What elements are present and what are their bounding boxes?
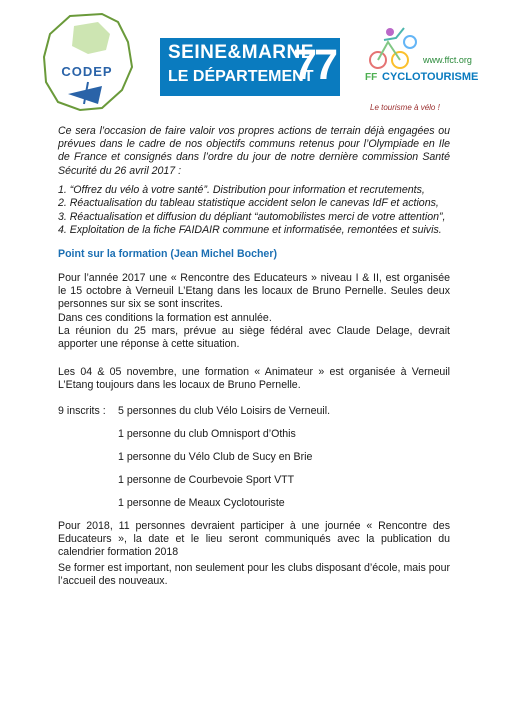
ffct-tagline: Le tourisme à vélo ! (370, 103, 440, 112)
seine-et-marne-logo (160, 38, 340, 96)
action-item: 3. Réactualisation et diffusion du dépliant “automobilistes merci de votre attention”, (58, 211, 446, 223)
intro-paragraph: Ce sera l’occasion de faire valoir vos propres actions de terrain déjà engagées ou prévues dans le cadre de nos objectifs communs retenus pour l’Olympiade en Ile de France et consignés dans l’ordre du jour de notre dernière commission Santé Sécurité du 26 avril 2017 : (58, 125, 450, 177)
ffct-url: www.ffct.org (423, 55, 472, 65)
logo-number: 77 (293, 41, 335, 89)
action-item: 1. “Offrez du vélo à votre santé”. Distribution pour information et recrutements, (58, 184, 425, 196)
paragraph-reunion: La réunion du 25 mars, prévue au siège fédéral avec Claude Delage, devrait apporter une réponse à cette situation. (58, 325, 450, 351)
ffct-logo (360, 20, 480, 115)
paragraph-animateur: Les 04 & 05 novembre, une formation « Animateur » est organisée à Verneuil L’Etang toujours dans les locaux de Bruno Pernelle. (58, 366, 450, 392)
paragraph-annulee: Dans ces conditions la formation est annulée. (58, 312, 272, 324)
section-heading: Point sur la formation (Jean Michel Bocher) (58, 248, 277, 260)
paragraph-se-former: Se former est important, non seulement pour les clubs disposant d’école, mais pour l’accueil des nouveaux. (58, 562, 450, 588)
action-item: 2. Réactualisation du tableau statistique accident selon le canevas IdF et actions, (58, 197, 439, 209)
paragraph-2018: Pour 2018, 11 personnes devraient participer à une journée « Rencontre des Educateurs », la date et le lieu seront communiqués avec la publication du calendrier formation 2018 (58, 520, 450, 559)
logo-line2: LE DÉPARTEMENT (168, 68, 314, 85)
inscrit-item: 1 personne de Meaux Cyclotouriste (118, 497, 285, 509)
inscrit-item: 1 personne de Courbevoie Sport VTT (118, 474, 295, 486)
action-item: 4. Exploitation de la fiche FAIDAIR commune et informatisée, remontées et suivis. (58, 224, 442, 236)
inscrit-item: 5 personnes du club Vélo Loisirs de Verneuil. (118, 405, 331, 417)
ffct-ff: FF (365, 72, 378, 83)
cyclists-icon (364, 20, 424, 75)
inscrit-item: 1 personne du Vélo Club de Sucy en Brie (118, 451, 313, 463)
inscrits-label: 9 inscrits : (58, 405, 106, 417)
paragraph-2017: Pour l’année 2017 une « Rencontre des Educateurs » niveau I & II, est organisée le 15 octobre à Verneuil L’Etang dans les locaux de Bruno Pernelle. Seules deux personnes sur six se sont inscrites. (58, 272, 450, 311)
svg-text:CODEP: CODEP (61, 64, 113, 79)
logo-line1: SEINE&MARNE (168, 42, 314, 63)
codep-logo (40, 12, 135, 112)
ffct-cyclotourisme: CYCLOTOURISME (382, 71, 479, 83)
inscrit-item: 1 personne du club Omnisport d’Othis (118, 428, 296, 440)
